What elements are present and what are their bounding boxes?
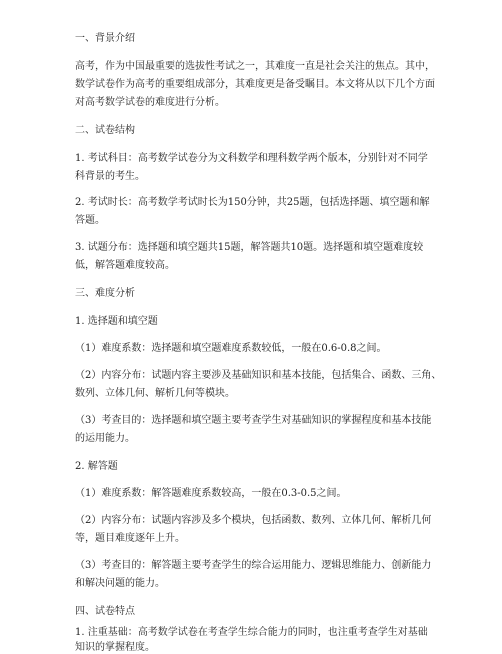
list-item-line: 答题。 (75, 215, 105, 226)
section-heading-features: 四、试卷特点 (75, 606, 135, 617)
paragraph-line: 数学试卷作为高考的重要组成部分，其难度更是备受瞩目。本文将从以下几个方面 (75, 79, 435, 90)
section-heading-background: 一、背景介绍 (75, 33, 135, 44)
list-item-line: 2. 考试时长：高考数学考试时长为150分钟，共25题，包括选择题、填空题和解 (75, 197, 430, 208)
paragraph-line: 对高考数学试卷的难度进行分析。 (75, 97, 225, 108)
list-item-line: 知识的掌握程度。 (75, 642, 155, 653)
list-item-line: 数列、立体几何、解析几何等模块。 (75, 388, 235, 399)
list-item-line: 1. 注重基础：高考数学试卷在考查学生综合能力的同时，也注重考查学生对基础 (75, 627, 428, 638)
subheading: 2. 解答题 (75, 461, 118, 472)
list-item-line: 的运用能力。 (75, 433, 135, 444)
list-item-line: 3. 试题分布：选择题和填空题共15题，解答题共10题。选择题和填空题难度较 (75, 242, 424, 253)
section-heading-analysis: 三、难度分析 (75, 288, 135, 299)
list-item-line: （2）内容分布：试题内容主要涉及基础知识和基本技能，包括集合、函数、三角、 (75, 370, 442, 381)
list-item-line: （1）难度系数：解答题难度系数较高，一般在0.3-0.5之间。 (75, 488, 347, 499)
list-item-line: （1）难度系数：选择题和填空题难度系数较低，一般在0.6-0.8之间。 (75, 343, 387, 354)
list-item-line: 低，解答题难度较高。 (75, 260, 175, 271)
paragraph-line: 高考，作为中国最重要的选拔性考试之一，其难度一直是社会关注的焦点。其中， (75, 61, 435, 72)
section-heading-structure: 二、试卷结构 (75, 125, 135, 136)
list-item-line: （3）考查目的：解答题主要考查学生的综合运用能力、逻辑思维能力、创新能力 (75, 560, 432, 571)
list-item-line: （2）内容分布：试题内容涉及多个模块，包括函数、数列、立体几何、解析几何 (75, 515, 432, 526)
list-item-line: （3）考查目的：选择题和填空题主要考查学生对基础知识的掌握程度和基本技能 (75, 415, 432, 426)
list-item-line: 等，题目难度逐年上升。 (75, 533, 185, 544)
list-item-line: 1. 考试科目：高考数学试卷分为文科数学和理科数学两个版本，分别针对不同学 (75, 153, 428, 164)
list-item-line: 科背景的考生。 (75, 171, 145, 182)
subheading: 1. 选择题和填空题 (75, 316, 158, 327)
list-item-line: 和解决问题的能力。 (75, 578, 165, 589)
